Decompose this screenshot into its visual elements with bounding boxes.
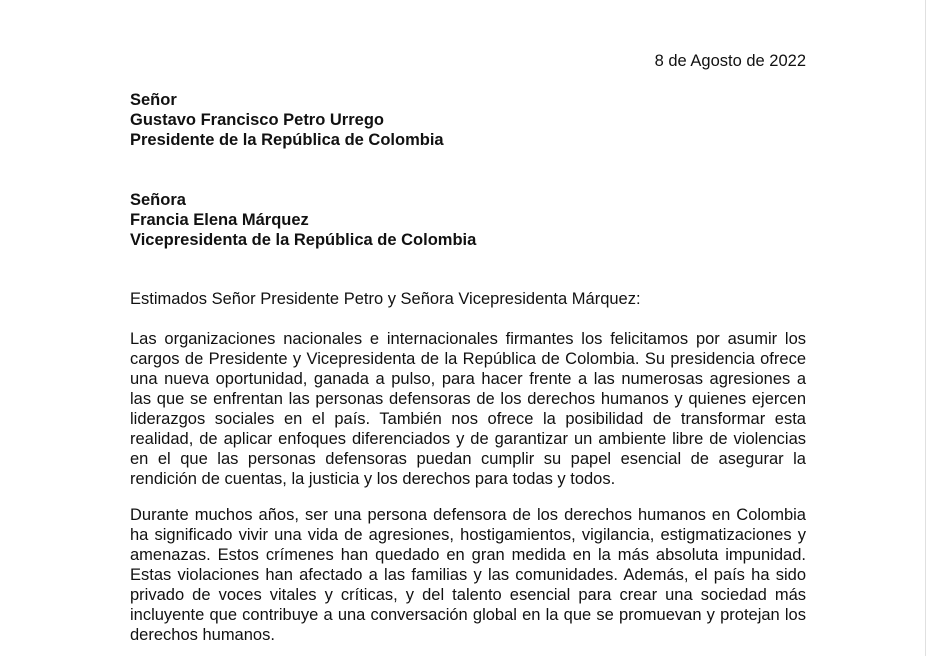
recipient-name: Francia Elena Márquez bbox=[130, 211, 309, 229]
recipient-block-vicepresident bbox=[130, 190, 806, 250]
page-edge bbox=[925, 0, 936, 656]
recipient-position: Vicepresidenta de la República de Colombia bbox=[130, 231, 477, 249]
body-paragraph-1: Las organizaciones nacionales e internacionales firmantes los felicitamos por asumir los cargos de Presidente y Vicepresidenta de la República de Colombia. Su presidencia ofrece una nueva oportunidad, ganada a pulso, para hacer frente a las numerosas agresiones a las que se enfrentan las personas defensoras de los derechos humanos y quienes ejercen liderazgos sociales en el país. También nos ofrece la posibilidad de transformar esta realidad, de aplicar enfoques diferenciados y de garantizar un ambiente libre de violencias en el que las personas defensoras puedan cumplir su papel esencial de asegurar la rendición de cuentas, la justicia y los derechos para todas y todos. bbox=[130, 330, 806, 488]
recipient-name: Gustavo Francisco Petro Urrego bbox=[130, 111, 384, 129]
recipient-title: Señor bbox=[130, 91, 177, 109]
body-paragraph-2: Durante muchos años, ser una persona defensora de los derechos humanos en Colombia ha significado vivir una vida de agresiones, hostigamientos, vigilancia, estigmatizaciones y amenazas. Estos crímenes han quedado en gran medida en la más absoluta impunidad. Estas violaciones han afectado a las familias y las comunidades. Además, el país ha sido privado de voces vitales y críticas, y del talento esencial para crear una sociedad más incluyente que contribuye a una conversación global en la que se promuevan y protejan los derechos humanos. bbox=[130, 506, 806, 644]
recipient-position: Presidente de la República de Colombia bbox=[130, 131, 444, 149]
recipient-title: Señora bbox=[130, 191, 186, 209]
salutation: Estimados Señor Presidente Petro y Señora Vicepresidenta Márquez: bbox=[130, 290, 641, 308]
recipient-block-president bbox=[130, 90, 806, 150]
letter-date: 8 de Agosto de 2022 bbox=[654, 52, 806, 70]
